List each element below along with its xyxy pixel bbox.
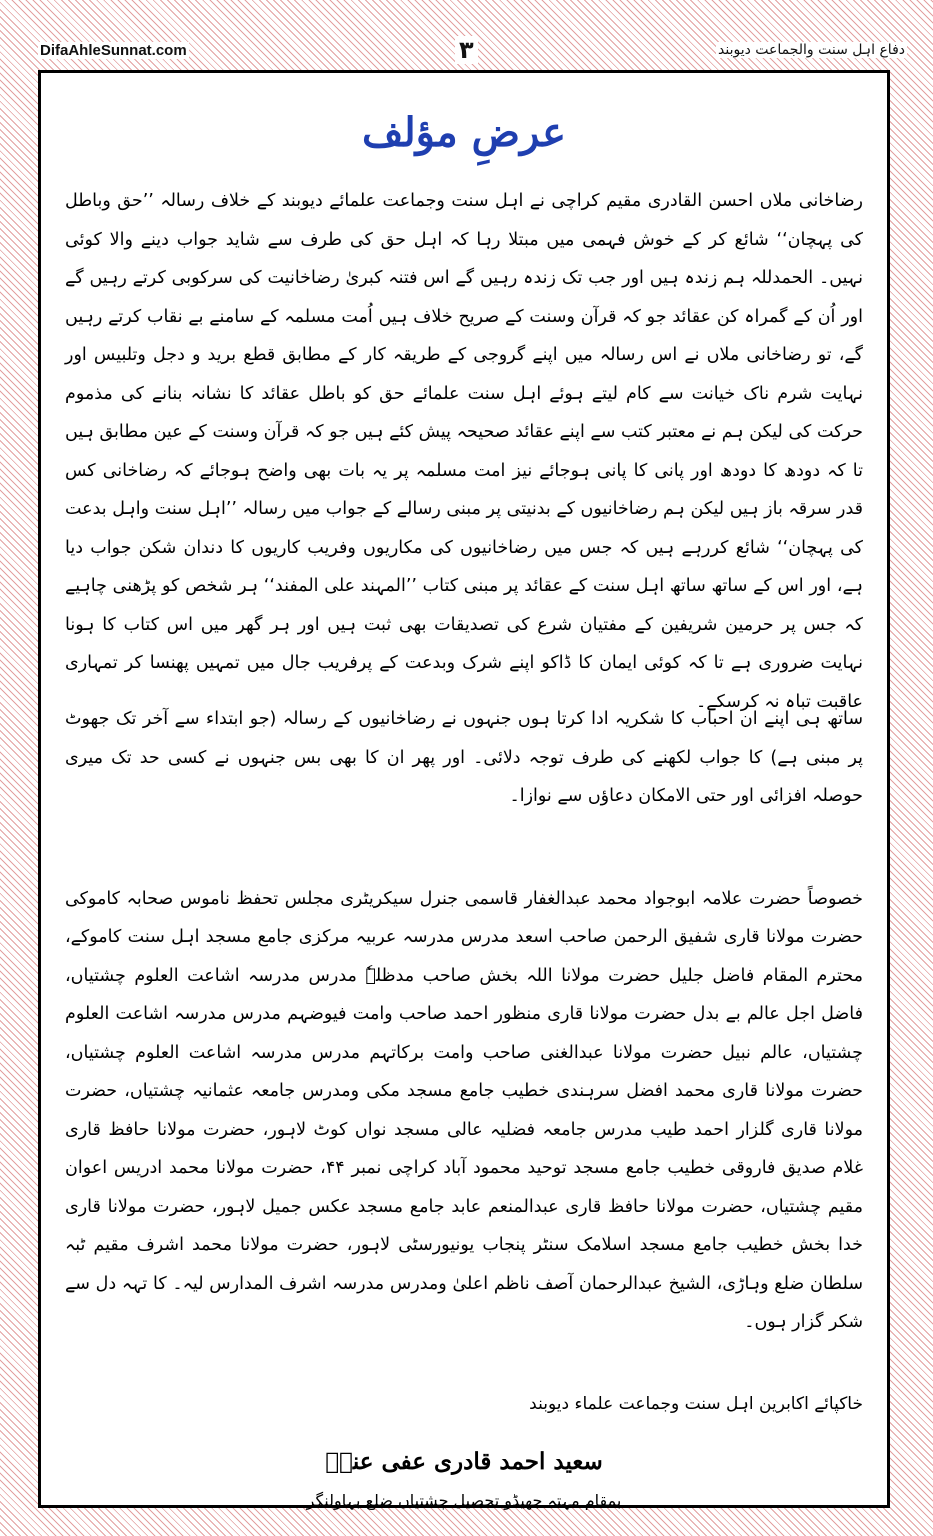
author-signature: سعید احمد قادری عفی عنہٗ [325, 1447, 603, 1475]
acknowledgements-paragraph: خصوصاً حضرت علامہ ابوجواد محمد عبدالغفار قاسمی جنرل سیکریٹری مجلس تحفظ ناموس صحابہ کاموکی حضرت مولانا قاری شفیق الرحمن صاحب اسعد مدرس مدرسہ عربیہ مرکزی جامع مسجد اہل سنت کاموکے، محترم المقام فاضل جلیل حضرت مولانا اللہ بخش صاحب مدظلہٗ مدرس مدرسہ اشاعت العلوم چشتیاں، فاضل اجل عالم بے بدل حضرت مولانا قاری منظور احمد صاحب وامت فیوضہم مدرس مدرسہ اشاعت العلوم چشتیاں، عالم نبیل حضرت مولانا عبدالغنی صاحب وامت برکاتہم مدرس مدرسہ اشاعت العلوم چشتیاں، حضرت مولانا قاری محمد افضل سرہندی خطیب جامع مسجد مکی ومدرس جامعہ عثمانیہ چشتیاں، حضرت مولانا قاری گلزار احمد طیب مدرس جامعہ فضلیہ عالی مسجد نواں کوٹ لاہور، حضرت مولانا حافظ قاری غلام صدیق فاروقی خطیب جامع مسجد توحید محمود آباد کراچی نمبر ۴۴، حضرت مولانا محمد ادریس اعوان مقیم چشتیاں، حضرت مولانا حافظ قاری عبدالمنعم عابد جامع مسجد عکس جمیل لاہور، حضرت مولانا قاری خدا بخش خطیب جامع مسجد اسلامک سنٹر پنجاب یونیورسٹی لاہور، حضرت مولانا محمد اشرف مقیم ٹبہ سلطان ضلع وہاڑی، الشیخ عبدالرحمان آصف ناظم اعلیٰ ومدرس مدرسہ اشرف المدارس لیہ۔ کا تہہ دل سے شکر گزار ہوں۔ [65, 888, 863, 1332]
site-watermark: DifaAhleSunnat.com [40, 42, 187, 59]
intro-paragraph: رضاخانی ملاں احسن القادری مقیم کراچی نے اہل سنت وجماعت علمائے دیوبند کے خلاف رسالہ ’’حق وباطل کی پہچان‘‘ شائع کر کے خوش فہمی میں مبتلا رہا کہ اہل حق کی طرف سے شاید جواب دینے والا کوئی نہیں۔ الحمدللہ ہم زندہ ہیں اور جب تک زندہ رہیں گے اس فتنہ کبریٰ رضاخانیت کی سرکوبی کرتے رہیں گے اور اُن کے گمراہ کن عقائد جو کہ قرآن وسنت کے صریح خلاف ہیں اُمت مسلمہ کے سامنے بے نقاب کرتے رہیں گے، تو رضاخانی ملاں نے اس رسالہ میں اپنے گروجی کے طریقہ کار کے مطابق قطع برید و دجل وتلبیس اور نہایت شرم ناک خیانت سے کام لیتے ہوئے اہل سنت علمائے حق کو باطل عقائد کا نشانہ بنانے کی مذموم حرکت کی لیکن ہم نے معتبر کتب سے اپنے عقائد صحیحہ پیش کئے ہیں جو کہ قرآن وسنت کے عین مطابق ہیں تا کہ دودھ کا دودھ اور پانی کا پانی ہوجائے نیز امت مسلمہ پر یہ بات بھی واضح ہوجائے کہ رضاخانی کس قدر سرقہ باز ہیں لیکن ہم رضاخانیوں کے بدنیتی پر مبنی رسالے کے جواب میں رسالہ ’’اہل سنت واہل بدعت کی پہچان‘‘ شائع کررہے ہیں کہ جس میں رضاخانیوں کی مکاریوں وفریب کاریوں کا دندان شکن جواب دیا ہے، اور اس کے ساتھ ساتھ اہل سنت کے عقائد پر مبنی کتاب ’’المہند علی المفند‘‘ ہر شخص کو پڑھنی چاہیے کہ جس پر حرمین شریفین کے مفتیان شرع کی تصدیقات بھی ثبت ہیں اور ہر گھر میں اس کتاب کا ہونا نہایت ضروری ہے تا کہ کوئی ایمان کا ڈاکو اپنے شرک وبدعت کے پرفریب جال میں تمہیں پھنسا کر تمہاری عاقبت تباہ نہ کرسکے۔ [65, 191, 863, 712]
page-body [65, 73, 863, 1510]
thanks-paragraph: ساتھ ہی اپنے ان احباب کا شکریہ ادا کرتا ہوں جنہوں نے رضاخانیوں کے رسالہ (جو ابتداء سے آخر تک جھوٹ پر مبنی ہے) کا جواب لکھنے کی طرف توجہ دلائی۔ اور پھر ان کا بھی بس جنہوں نے کسی حد تک میری حوصلہ افزائی اور حتی الامکان دعاؤں سے نوازا۔ [65, 709, 863, 806]
running-book-title: دفاع اہل سنت والجماعت دیوبند [718, 42, 905, 58]
closing-line: خاکپائے اکابرین اہل سنت وجماعت علماء دیوبند [529, 1393, 863, 1414]
page-frame [38, 70, 890, 1508]
author-location: بمقام مہتہ جھیڈو تحصیل چشتیاں ضلع بہاولنگر [306, 1490, 622, 1510]
page-header [0, 0, 933, 72]
page-number: ۳ [455, 36, 478, 64]
page-title: عرضِ مؤلف [362, 109, 566, 156]
